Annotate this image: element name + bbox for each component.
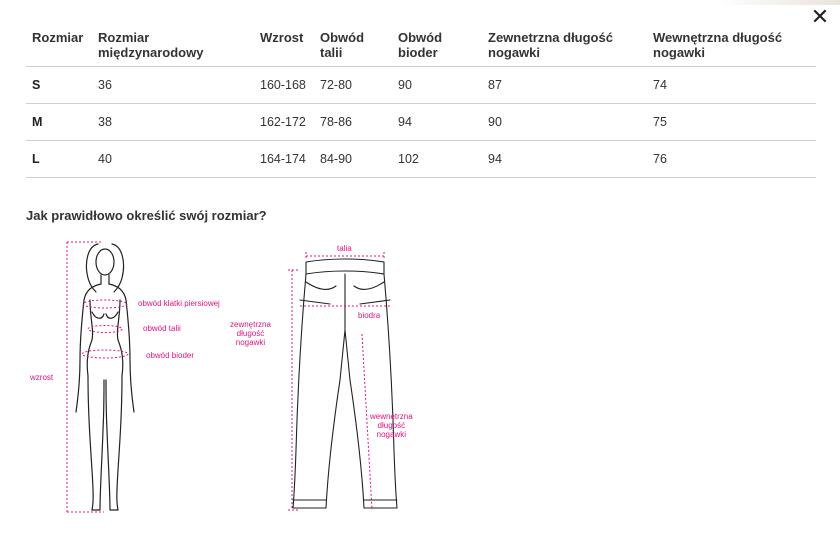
table-cell: 162-172 xyxy=(254,104,314,141)
label-outer-length: zewnętrzna długość nogawki xyxy=(230,320,271,347)
label-hips: obwód bioder xyxy=(146,351,195,360)
label-pants-hips: biodra xyxy=(358,311,381,320)
table-cell: M xyxy=(26,104,92,141)
column-header: Obwód bioder xyxy=(392,26,482,67)
table-cell: 87 xyxy=(482,67,647,104)
table-cell: 84-90 xyxy=(314,141,392,178)
label-chest: obwód klatki piersiowej xyxy=(138,299,220,308)
table-cell: S xyxy=(26,67,92,104)
table-cell: 78-86 xyxy=(314,104,392,141)
table-cell: 102 xyxy=(392,141,482,178)
table-cell: 76 xyxy=(647,141,816,178)
table-cell: 160-168 xyxy=(254,67,314,104)
column-header: Obwód talii xyxy=(314,26,392,67)
table-cell: 94 xyxy=(482,141,647,178)
guide-title: Jak prawidłowo określić swój rozmiar? xyxy=(26,208,267,223)
table-cell: 72-80 xyxy=(314,67,392,104)
column-header: Rozmiar xyxy=(26,26,92,67)
table-cell: 36 xyxy=(92,67,254,104)
label-height: wzrost xyxy=(30,373,54,382)
column-header: Zewnetrzna długość nogawki xyxy=(482,26,647,67)
table-cell: 90 xyxy=(392,67,482,104)
label-inner-length: wewnętrzna długość nogawki xyxy=(370,412,413,439)
column-header: Wzrost xyxy=(254,26,314,67)
close-icon: ✕ xyxy=(810,5,830,30)
table-cell: 38 xyxy=(92,104,254,141)
table-cell: 94 xyxy=(392,104,482,141)
table-cell: 90 xyxy=(482,104,647,141)
label-waist: obwód talii xyxy=(143,324,181,333)
table-cell: L xyxy=(26,141,92,178)
label-pants-waist: talia xyxy=(337,244,352,253)
table-cell: 74 xyxy=(647,67,816,104)
column-header: Rozmiar międzynarodowy xyxy=(92,26,254,67)
table-cell: 40 xyxy=(92,141,254,178)
table-cell: 164-174 xyxy=(254,141,314,178)
table-cell: 75 xyxy=(647,104,816,141)
column-header: Wewnętrzna długość nogawki xyxy=(647,26,816,67)
